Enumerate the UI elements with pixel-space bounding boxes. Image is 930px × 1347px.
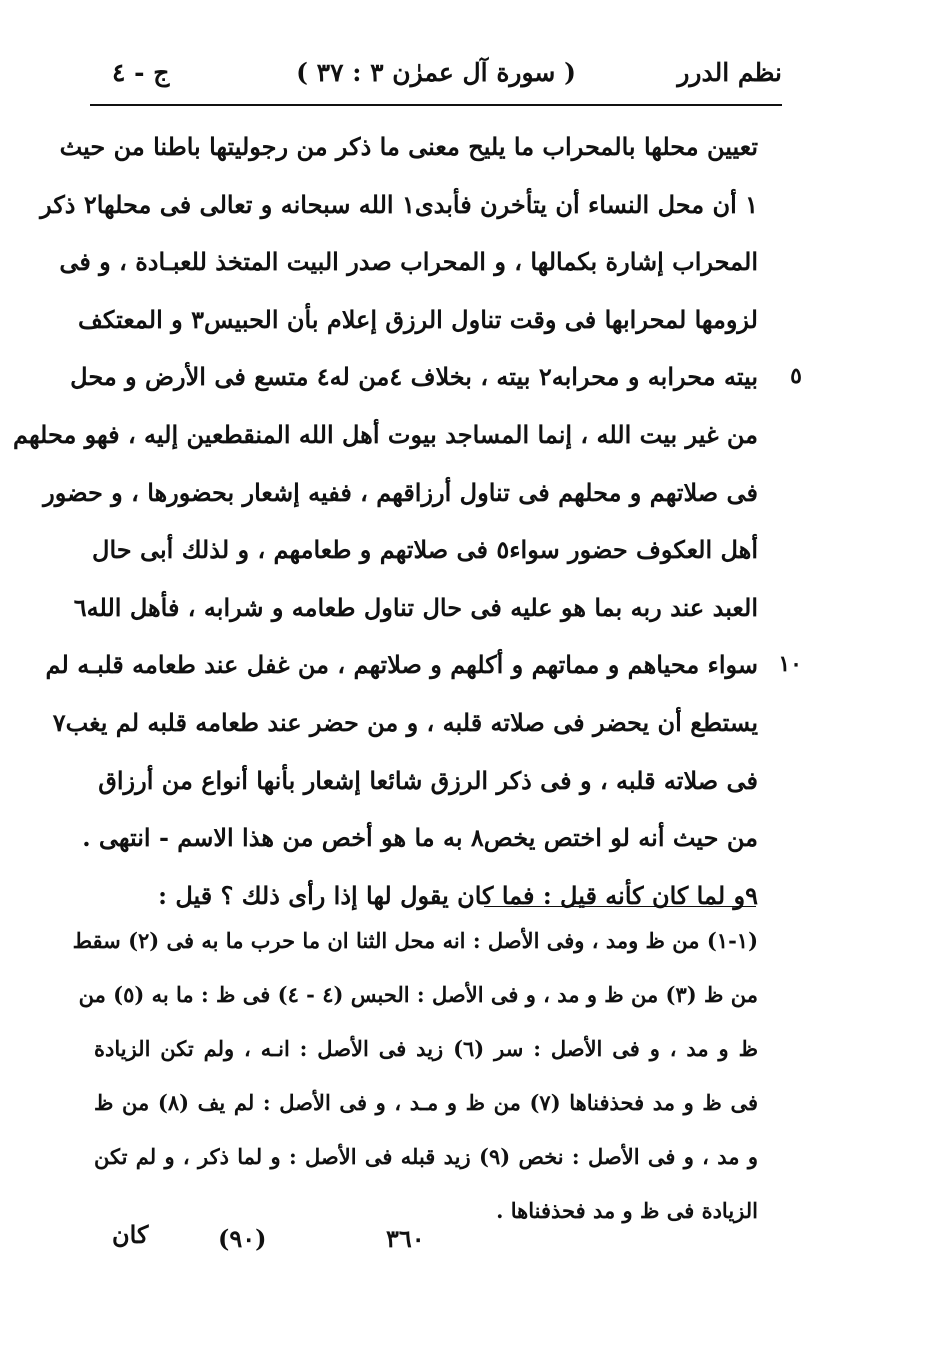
text-line: المحراب إشارة بكمالها ، و المحراب صدر البيت المتخذ للعبـادة ، و فى	[59, 247, 758, 277]
running-header	[90, 52, 782, 98]
footnote-line: (١-١) من ظ ومد ، وفى الأصل : انه محل الثنا ان ما حرب ما به فى (٢) سقط	[72, 928, 758, 953]
volume-number: ج - ٤	[112, 58, 170, 87]
page-footer	[100, 1220, 500, 1264]
text-line: لزومها لمحرابها فى وقت تناول الرزق إعلام بأن الحبيس٣ و المعتكف	[78, 304, 758, 334]
header-rule	[90, 104, 782, 106]
line-number: ١٠	[778, 651, 802, 678]
text-line: من حيث أنه لو اختص يخص٨ به ما هو أخص من هذا الاسم - انتهى .	[82, 823, 758, 853]
text-line: يستطع أن يحضر فى صلاته قلبه ، و من حضر عند طعامه قلبه لم يغب٧	[52, 707, 758, 737]
text-line: ٥ بيته محرابه و محرابه٢ بيته ، بخلاف ٤من له٤ متسع فى الأرض و محل	[104, 348, 758, 406]
page-number: ٣٦٠	[386, 1224, 425, 1253]
text-line: ٩و لما كان كأنه قيل : فما كان يقول لها إذا رأى ذلك ؟ قيل :	[158, 880, 758, 910]
footnote-line: ظ و مد ، و فى الأصل : سر (٦) زيد فى الأصل : انـه ، ولم تكن الزيادة	[94, 1036, 758, 1061]
main-text	[12, 118, 802, 924]
text-line: فى صلاته قلبه ، و فى ذكر الرزق شائعا إشعار بأنها أنواع من أرزاق	[98, 765, 758, 795]
surah-reference: ( سورة آل عمرٰن ٣ : ٣٧ )	[296, 58, 576, 87]
catchword: كان	[112, 1220, 149, 1249]
text-line: أهل العكوف حضور سواء٥ فى صلاتهم و طعامهم ، و لذلك أبى حال	[92, 535, 758, 565]
footnotes	[72, 914, 758, 1238]
text-line: ١ أن محل النساء أن يتأخرن فأبدى١ الله سبحانه و تعالى فى محلها٢ ذكر	[40, 189, 758, 219]
footnote-rule	[484, 906, 756, 907]
text-line: تعيين محلها بالمحراب ما يليح معنى ما ذكر من رجوليتها باطنا من حيث	[59, 132, 758, 161]
text-line: العبد عند ربه بما هو عليه فى حال تناول طعامه و شرابه ، فأهل الله٦	[73, 592, 758, 622]
book-title: نظم الدرر	[677, 58, 782, 87]
line-number: ٥	[790, 363, 802, 390]
footnote-line: فى ظ و مد فحذفناها (٧) من ظ و مـد ، و فى الأصل : لم يف (٨) من ظ	[94, 1090, 758, 1115]
footnote-line: و مد ، و فى الأصل : نخص (٩) زيد قبله فى الأصل : و لما ذكر ، و لم تكن	[94, 1144, 758, 1169]
footnote-line: من ظ (٣) من ظ و مد ، و فى الأصل : الحبس (٤ - ٤) فى ظ : ما به (٥) من	[78, 982, 758, 1007]
text-line: ١٠ سواء محياهم و مماتهم و أكلهم و صلاتهم ، من غفل عند طعامه قلبـه لم	[104, 636, 758, 694]
page-number-secondary: (٩٠)	[218, 1224, 267, 1253]
footnote-line: الزيادة فى ظ و مد فحذفناها .	[496, 1198, 758, 1223]
text-line: فى صلاتهم و محلهم فى تناول أرزاقهم ، ففيه إشعار بحضورها ، و حضور	[43, 477, 758, 507]
text-line: من غير بيت الله ، إنما المساجد بيوت أهل الله المنقطعين إليه ، فهو محلهم	[12, 419, 758, 449]
